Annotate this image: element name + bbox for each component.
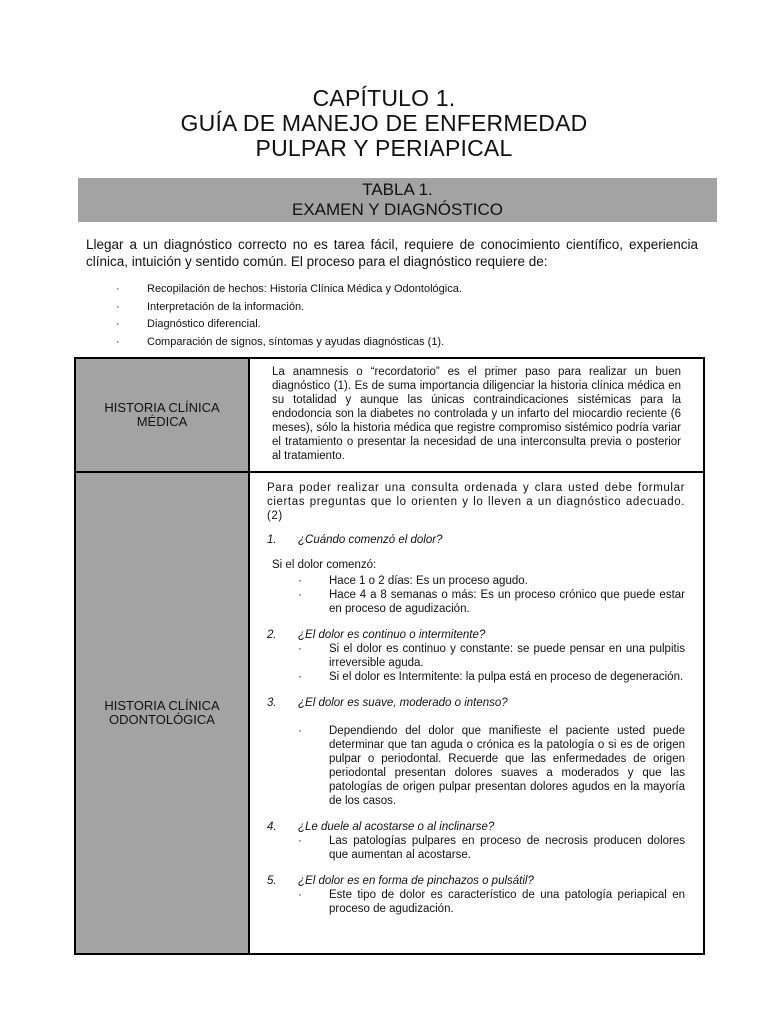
list-item: · Diagnóstico diferencial. (116, 316, 706, 334)
chapter-title-line3: PULPAR Y PERIAPICAL (255, 135, 513, 161)
table-row (75, 358, 704, 472)
question-1-lead: Si el dolor comenzó: (272, 559, 377, 571)
list-item: · Interpretación de la información. (116, 299, 706, 317)
table-banner-line1: TABLA 1. (362, 180, 433, 199)
table-banner (78, 178, 717, 222)
list-item: · Hace 1 o 2 días: Es un proceso agudo. (298, 575, 528, 587)
consultation-intro: Para poder realizar una consulta ordenada y clara usted debe formular ciertas preguntas que lo orienten y lo lleven a un diagnóstico adecuado. (2) (267, 482, 685, 522)
chapter-title-line2: GUÍA DE MANEJO DE ENFERMEDAD (180, 110, 588, 136)
row-label-medica (75, 358, 249, 472)
row-label-odontologica (75, 472, 249, 954)
row-label-line1: HISTORIA CLÍNICA (104, 698, 220, 713)
question-3: 3. ¿El dolor es suave, moderado o intenso? (267, 697, 508, 709)
intro-paragraph: Llegar a un diagnóstico correcto no es tarea fácil, requiere de conocimiento científico, experiencia clínica, intuición y sentido común. El proceso para el diagnóstico requiere de: (86, 237, 698, 269)
question-5: 5. ¿El dolor es en forma de pinchazos o pulsátil? (267, 875, 534, 887)
requirements-list (116, 281, 706, 351)
chapter-title-line1: CAPÍTULO 1. (312, 85, 456, 111)
list-item: · Hace 4 a 8 semanas o más: Es un proceso crónico que puede estar en proceso de agudización. (298, 589, 685, 615)
question-1: 1. ¿Cuándo comenzó el dolor? (267, 534, 443, 546)
row-label-line2: MÉDICA (136, 414, 188, 429)
list-item: · Las patologías pulpares en proceso de necrosis producen dolores que aumentan al acostarse. (298, 835, 685, 861)
list-item: · Si el dolor es Intermitente: la pulpa está en proceso de degeneración. (298, 671, 684, 683)
chapter-title (0, 86, 768, 161)
row-label-line1: HISTORIA CLÍNICA (104, 400, 220, 415)
exam-table (74, 357, 705, 955)
table-banner-line2: EXAMEN Y DIAGNÓSTICO (292, 200, 503, 219)
list-item: · Este tipo de dolor es característico de una patología periapical en proceso de agudización. (298, 889, 685, 915)
row-content-medica (249, 358, 704, 472)
list-item: · Si el dolor es continuo y constante: se puede pensar en una pulpitis irreversible aguda. (298, 643, 685, 669)
anamnesis-text: La anamnesis o “recordatorio” es el primer paso para realizar un buen diagnóstico (1). Es de suma importancia diligenciar la historia clínica médica en su totalidad y aunque las únicas contraindicaciones sistémicas para la endodoncia son la diabetes no controlada y un infarto del miocardio reciente (6 meses), sólo la historia médica que registre compromiso sistémico podría variar el tratamiento o presentar la necesidad de una interconsulta previa o posterior al tratamiento. (272, 366, 681, 462)
list-item: · Recopilación de hechos: Historia Clínica Médica y Odontológica. (116, 281, 706, 299)
table-row (75, 472, 704, 954)
list-item: · Dependiendo del dolor que manifieste el paciente usted puede determinar que tan aguda o crónica es la patología o si es de origen pulpar o periodontal. Recuerde que las enfermedades de origen periodontal presentan dolores suaves a moderados y que las patologías de origen pulpar presentan dolores agudos en la mayoría de los casos. (298, 725, 685, 807)
list-item: · Comparación de signos, síntomas y ayudas diagnósticas (1). (116, 334, 706, 352)
row-label-line2: ODONTOLÓGICA (109, 712, 215, 727)
question-2: 2. ¿El dolor es continuo o intermitente? (267, 629, 486, 641)
row-content-odontologica (249, 472, 704, 954)
question-4: 4. ¿Le duele al acostarse o al inclinarse? (267, 821, 495, 833)
